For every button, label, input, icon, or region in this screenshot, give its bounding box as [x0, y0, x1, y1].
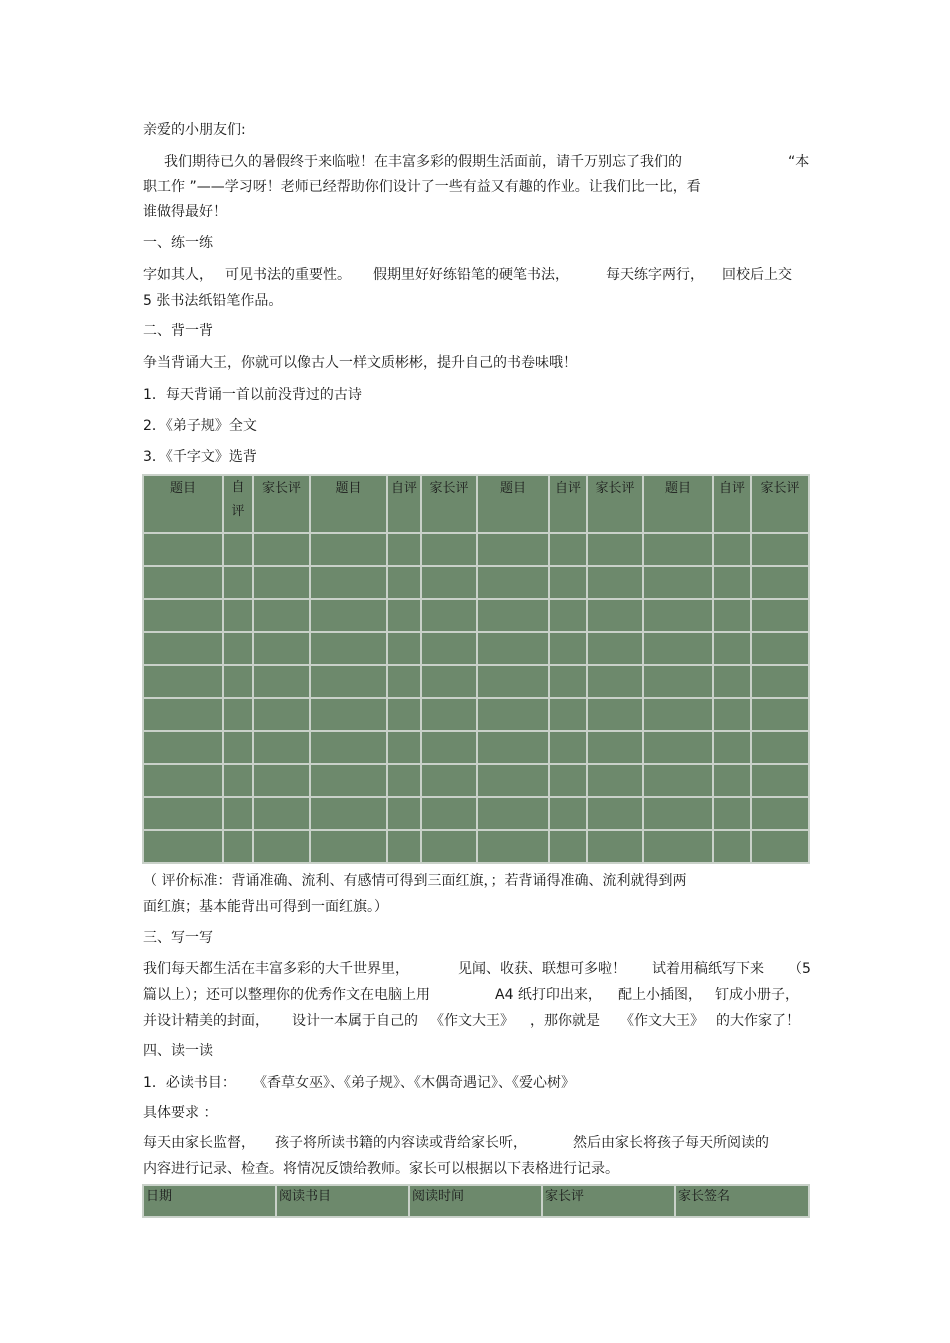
section3-seg: 钉成小册子，	[715, 987, 799, 1003]
section3-seg: 并设计精美的封面，	[143, 1013, 269, 1029]
table-cell	[477, 764, 549, 797]
table-cell	[143, 698, 223, 731]
intro-line2: 职工作 ”——学习呀！老师已经帮助你们设计了一些有益又有趣的作业。让我们比一比，看	[143, 179, 701, 195]
table-cell	[477, 533, 549, 566]
section3-seg: ，那你就是	[530, 1013, 600, 1029]
section4-seg: 然后由家长将孩子每天所阅读的	[573, 1135, 769, 1151]
table-cell	[310, 632, 387, 665]
table-cell	[751, 731, 809, 764]
table-cell	[421, 599, 477, 632]
table-row	[143, 731, 809, 764]
table-cell	[223, 731, 253, 764]
table-cell	[643, 665, 713, 698]
header-topic: 题目	[477, 475, 549, 533]
table-cell	[549, 566, 587, 599]
table-cell	[253, 566, 310, 599]
table-cell	[713, 797, 751, 830]
table-cell	[713, 566, 751, 599]
table-cell	[223, 797, 253, 830]
header-topic: 题目	[143, 475, 223, 533]
table-cell	[751, 566, 809, 599]
table-cell	[143, 665, 223, 698]
table-cell	[643, 731, 713, 764]
table-cell	[713, 830, 751, 863]
header-parent-eval: 家长评	[751, 475, 809, 533]
table-cell	[549, 665, 587, 698]
table-cell	[387, 566, 421, 599]
table-cell	[223, 599, 253, 632]
table-cell	[713, 665, 751, 698]
table-cell	[643, 599, 713, 632]
table-cell	[751, 830, 809, 863]
table-cell	[713, 599, 751, 632]
section1-seg: 每天练字两行，	[606, 267, 704, 283]
header-parent-signature: 家长签名	[675, 1185, 809, 1217]
criteria-line2: 面红旗；基本能背出可得到一面红旗。）	[143, 899, 388, 915]
criteria-line1: （ 评价标准：背诵准确、流利、有感情可得到三面红旗，；若背诵得准确、流利就得到两	[143, 873, 687, 889]
header-parent-eval: 家长评	[421, 475, 477, 533]
table-cell	[643, 533, 713, 566]
table-cell	[643, 632, 713, 665]
table-cell	[143, 830, 223, 863]
table-cell	[587, 797, 643, 830]
table-cell	[643, 566, 713, 599]
table-cell	[143, 599, 223, 632]
table-cell	[587, 533, 643, 566]
table-cell	[587, 764, 643, 797]
header-self-eval	[223, 475, 253, 533]
table-row	[143, 665, 809, 698]
table-cell	[223, 533, 253, 566]
section3-seg: A4 纸打印出来，	[495, 987, 602, 1003]
header-self-eval-char: 评	[231, 504, 245, 519]
table-cell	[223, 632, 253, 665]
table-cell	[310, 731, 387, 764]
header-date: 日期	[143, 1185, 276, 1217]
header-self-eval-char: 自	[231, 480, 245, 495]
reading-record-table	[142, 1184, 810, 1218]
section3-heading: 三、写一写	[143, 930, 213, 946]
greeting: 亲爱的小朋友们:	[143, 122, 246, 138]
table-cell	[477, 698, 549, 731]
header-parent-eval: 家长评	[587, 475, 643, 533]
table-header-row	[143, 475, 809, 533]
table-cell	[223, 566, 253, 599]
section1-seg: 5 张书法纸铅笔作品。	[143, 293, 283, 309]
table-cell	[387, 599, 421, 632]
header-self-eval: 自评	[713, 475, 751, 533]
table-cell	[549, 533, 587, 566]
table-cell	[387, 797, 421, 830]
section3-seg: （5	[788, 961, 811, 977]
table-cell	[310, 797, 387, 830]
table-cell	[751, 599, 809, 632]
section4-heading: 四、读一读	[143, 1043, 213, 1059]
table-cell	[253, 632, 310, 665]
table-cell	[310, 698, 387, 731]
table-row	[143, 599, 809, 632]
table-cell	[421, 632, 477, 665]
table-cell	[143, 731, 223, 764]
table-cell	[549, 599, 587, 632]
table-cell	[253, 797, 310, 830]
table-cell	[713, 698, 751, 731]
table-cell	[549, 797, 587, 830]
table-cell	[143, 632, 223, 665]
header-book: 阅读书目	[276, 1185, 409, 1217]
table-cell	[587, 632, 643, 665]
books-list: 《香草女巫》、《弟子规》、《木偶奇遇记》、《爱心树》	[253, 1075, 575, 1091]
table-cell	[253, 731, 310, 764]
table-cell	[751, 797, 809, 830]
table-cell	[421, 797, 477, 830]
table-cell	[549, 632, 587, 665]
table-cell	[713, 764, 751, 797]
table-cell	[387, 632, 421, 665]
table-row	[143, 797, 809, 830]
table-cell	[253, 599, 310, 632]
table-cell	[477, 830, 549, 863]
header-time: 阅读时间	[409, 1185, 542, 1217]
header-topic: 题目	[310, 475, 387, 533]
table-cell	[421, 533, 477, 566]
table-cell	[387, 830, 421, 863]
section2-heading: 二、背一背	[143, 323, 213, 339]
table-row	[143, 566, 809, 599]
table-cell	[477, 566, 549, 599]
table-cell	[421, 731, 477, 764]
table-cell	[751, 533, 809, 566]
table-cell	[143, 764, 223, 797]
table-cell	[549, 731, 587, 764]
table-cell	[421, 830, 477, 863]
table-cell	[143, 566, 223, 599]
table-cell	[713, 632, 751, 665]
header-self-eval: 自评	[549, 475, 587, 533]
table-cell	[587, 566, 643, 599]
table-cell	[713, 731, 751, 764]
header-self-eval: 自评	[387, 475, 421, 533]
table-cell	[310, 599, 387, 632]
table-cell	[477, 632, 549, 665]
header-topic: 题目	[643, 475, 713, 533]
table-cell	[477, 731, 549, 764]
table-header-row	[143, 1185, 809, 1217]
table-cell	[387, 533, 421, 566]
table-cell	[253, 698, 310, 731]
table-cell	[643, 698, 713, 731]
table-cell	[587, 731, 643, 764]
table-cell	[143, 797, 223, 830]
table-cell	[421, 566, 477, 599]
table-cell	[387, 698, 421, 731]
table-cell	[643, 797, 713, 830]
table-row	[143, 632, 809, 665]
section4-seg: 每天由家长监督，	[143, 1135, 255, 1151]
section1-seg: 可见书法的重要性。	[225, 267, 351, 283]
intro-line1-end: “本	[788, 154, 810, 170]
recite-list-item: 1．每天背诵一首以前没背过的古诗	[143, 387, 362, 403]
recite-record-table	[142, 474, 810, 864]
table-cell	[643, 830, 713, 863]
table-cell	[751, 665, 809, 698]
table-cell	[549, 830, 587, 863]
section3-seg: 《作文大王》	[620, 1013, 704, 1029]
section1-seg: 回校后上交	[722, 267, 792, 283]
table-cell	[587, 830, 643, 863]
table-cell	[587, 599, 643, 632]
intro-line3: 谁做得最好！	[143, 204, 227, 220]
section1-seg: 字如其人，	[143, 267, 213, 283]
table-cell	[421, 698, 477, 731]
table-row	[143, 830, 809, 863]
section4-seg: 内容进行记录、检查。将情况反馈给教师。家长可以根据以下表格进行记录。	[143, 1161, 619, 1177]
table-row	[143, 533, 809, 566]
table-cell	[421, 665, 477, 698]
table-cell	[421, 764, 477, 797]
table-cell	[387, 764, 421, 797]
intro-line1: 我们期待已久的暑假终于来临啦！在丰富多彩的假期生活面前，请千万别忘了我们的	[164, 154, 682, 170]
table-cell	[223, 764, 253, 797]
table-cell	[223, 830, 253, 863]
recite-list-item: 3．《千字文》选背	[143, 449, 257, 465]
section3-seg: 试着用稿纸写下来	[652, 961, 764, 977]
table-cell	[477, 797, 549, 830]
books-label: 1．必读书目：	[143, 1075, 236, 1091]
header-parent-eval: 家长评	[542, 1185, 675, 1217]
recite-list-item: 2．《弟子规》全文	[143, 418, 257, 434]
table-cell	[223, 698, 253, 731]
table-cell	[310, 566, 387, 599]
table-cell	[223, 665, 253, 698]
section3-seg: 设计一本属于自己的	[292, 1013, 418, 1029]
section2-intro: 争当背诵大王，你就可以像古人一样文质彬彬，提升自己的书卷味哦！	[143, 355, 577, 371]
section3-seg: 的大作家了！	[716, 1013, 800, 1029]
table-cell	[587, 665, 643, 698]
table-cell	[751, 764, 809, 797]
section3-seg: 篇以上）；还可以整理你的优秀作文在电脑上用	[143, 987, 430, 1003]
requirement-label: 具体要求 ：	[143, 1105, 218, 1121]
section3-seg: 配上小插图，	[618, 987, 702, 1003]
table-cell	[253, 830, 310, 863]
table-row	[143, 764, 809, 797]
table-cell	[310, 533, 387, 566]
section4-seg: 孩子将所读书籍的内容读或背给家长听，	[275, 1135, 527, 1151]
section3-seg: 见闻、收获、联想可多啦！	[458, 961, 626, 977]
table-cell	[751, 632, 809, 665]
table-cell	[477, 599, 549, 632]
table-cell	[713, 533, 751, 566]
table-cell	[387, 665, 421, 698]
header-parent-eval: 家长评	[253, 475, 310, 533]
table-cell	[751, 698, 809, 731]
table-cell	[253, 665, 310, 698]
table-cell	[253, 533, 310, 566]
table-cell	[587, 698, 643, 731]
table-cell	[310, 764, 387, 797]
section3-seg: 我们每天都生活在丰富多彩的大千世界里，	[143, 961, 409, 977]
table-cell	[253, 764, 310, 797]
table-cell	[549, 764, 587, 797]
table-cell	[310, 665, 387, 698]
table-cell	[310, 830, 387, 863]
section3-seg: 《作文大王》	[430, 1013, 514, 1029]
section1-seg: 假期里好好练铅笔的硬笔书法，	[373, 267, 569, 283]
table-cell	[387, 731, 421, 764]
table-cell	[477, 665, 549, 698]
table-cell	[143, 533, 223, 566]
table-row	[143, 698, 809, 731]
table-cell	[549, 698, 587, 731]
table-cell	[643, 764, 713, 797]
section1-heading: 一、练一练	[143, 235, 213, 251]
